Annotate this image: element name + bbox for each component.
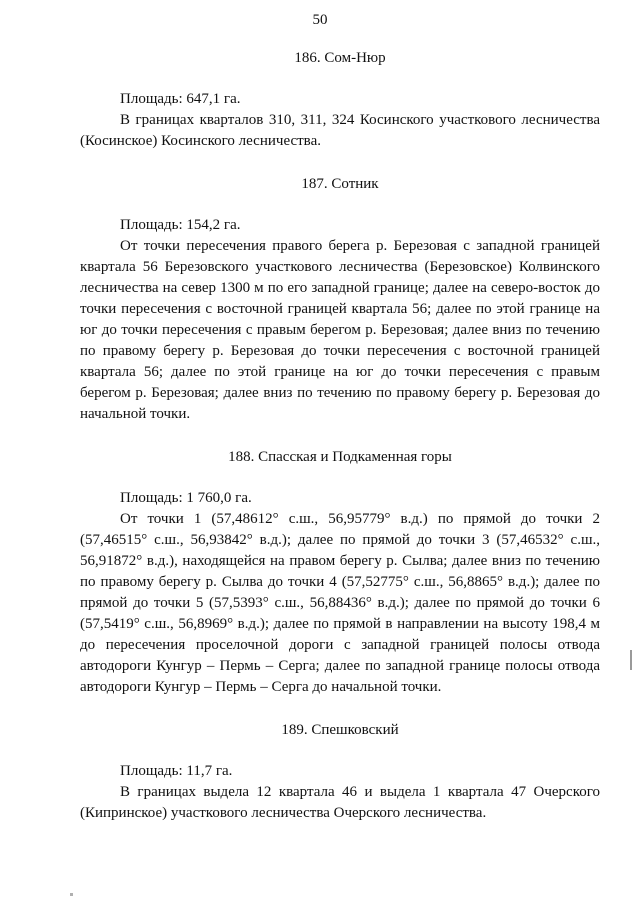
section-title: 187. Сотник <box>301 176 379 192</box>
document-body <box>80 48 600 824</box>
section-188 <box>80 447 600 698</box>
section-area: Площадь: 154,2 га. <box>120 217 241 233</box>
section-title: 186. Сом-Нюр <box>294 50 386 66</box>
section-text: От точки 1 (57,48612° с.ш., 56,95779° в.д.) по прямой до точки 2 (57,46515° с.ш., 56,93842° в.д.); далее по прямой до точки 3 (57,46532° с.ш., 56,91872° в.д.), находящейся на правом берегу р. Сылва; далее вниз по течению по правому берегу р. Сылва до точки 4 (57,52775° с.ш., 56,8865° в.д.); далее по прямой до точки 5 (57,5393° с.ш., 56,88436° в.д.); далее по прямой до точки 6 (57,5419° с.ш., 56,8969° в.д.); далее по прямой в направлении на высоту 198,4 м до пересечения проселочной дороги с западной границей полосы отвода автодороги Кунгур – Пермь – Серга; далее по западной границе полосы отвода автодороги Кунгур – Пермь – Серга до начальной точки. <box>80 511 600 695</box>
page-number: 50 <box>312 12 328 28</box>
section-text: В границах кварталов 310, 311, 324 Косинского участкового лесничества (Косинское) Косинского лесничества. <box>80 112 600 149</box>
section-text: От точки пересечения правого берега р. Березовая с западной границей квартала 56 Березовского участкового лесничества (Березовское) Колвинского лесничества на север 1300 м по его западной границе; далее на северо-восток до точки пересечения с восточной границей квартала 56; далее по этой границе на юг до точки пересечения с правым берегом р. Березовая; далее вниз по течению по правому берегу р. Березовая до точки пересечения с восточной границей квартала 56; далее по этой границе на юг до точки пересечения с правым берегом р. Березовая; далее вниз по течению по правому берегу р. Березовая до начальной точки. <box>80 238 600 422</box>
section-title: 189. Спешковский <box>281 722 399 738</box>
scan-artifact <box>70 893 73 896</box>
scan-artifact <box>630 650 632 670</box>
section-area: Площадь: 1 760,0 га. <box>120 490 252 506</box>
section-189 <box>80 720 600 824</box>
section-title: 188. Спасская и Подкаменная горы <box>228 449 452 465</box>
section-187 <box>80 174 600 425</box>
section-text: В границах выдела 12 квартала 46 и выдела 1 квартала 47 Очерского (Кипринское) участкового лесничества Очерского лесничества. <box>80 784 600 821</box>
section-area: Площадь: 11,7 га. <box>120 763 233 779</box>
section-area: Площадь: 647,1 га. <box>120 91 241 107</box>
section-186 <box>80 48 600 152</box>
